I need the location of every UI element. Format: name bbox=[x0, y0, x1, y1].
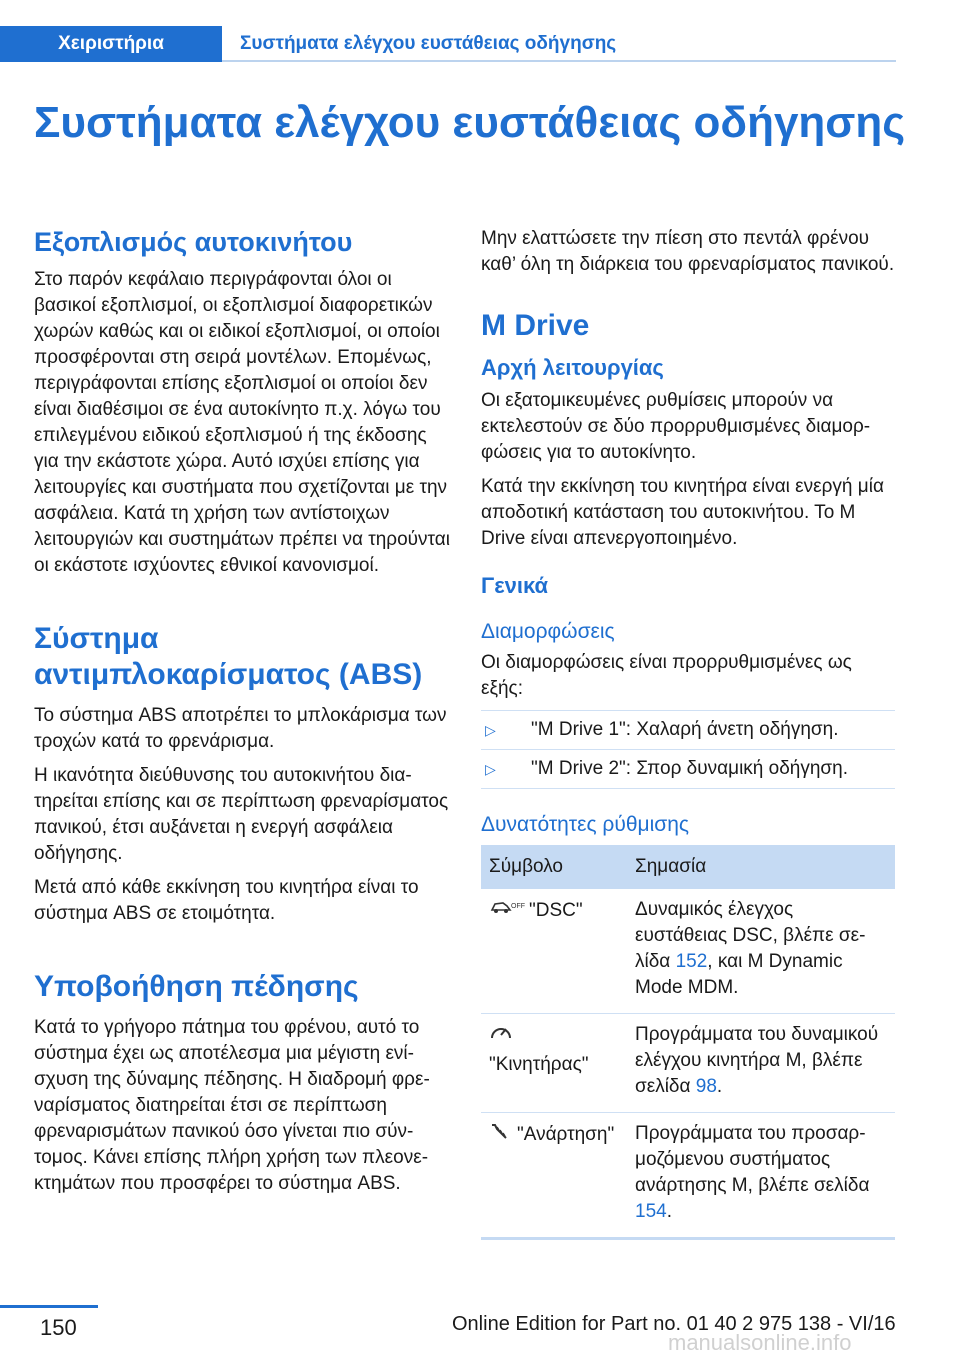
triangle-bullet-icon: ▷ bbox=[485, 722, 496, 738]
meaning-cell: Προγράμματα του προσαρμοζόμενου συστήματος ανάρτησης M, βλέπε σελίδα 154. bbox=[627, 1113, 895, 1239]
configurations-text: Οι διαμορφώσεις είναι προρρυθμισμένες ως εξής: bbox=[481, 652, 852, 699]
watermark: manualsonline.info bbox=[668, 1330, 852, 1355]
engine-label: "Κινητήρας" bbox=[489, 1054, 589, 1075]
panic-brake-text: Μην ελαττώσετε την πίεση στο πεντάλ φρένου καθ’ όλη τη διάρκεια του φρεναρίσματος πανικού. bbox=[481, 228, 895, 275]
suspension-icon bbox=[489, 1121, 511, 1149]
breadcrumb[interactable]: Συστήματα ελέγχου ευστάθειας οδήγησης bbox=[240, 33, 617, 54]
principle-paragraph-1: Οι εξατομικευμένες ρυθμίσεις μπορούν να εκτελεστούν σε δύο προρρυθμισμένες διαμορφώσεις για το αυτοκίνητο. bbox=[481, 390, 871, 463]
meaning-cell: Δυναμικός έλεγχος ευστάθειας DSC, βλέπε σελίδα 152, και M Dynamic Mode MDM. bbox=[627, 889, 895, 1014]
configurations-heading: Διαμορφώσεις bbox=[481, 620, 615, 643]
right-column bbox=[481, 226, 895, 1240]
configurations-list bbox=[481, 710, 895, 789]
symbol-cell bbox=[481, 1113, 627, 1239]
brake-assist-heading: Υποβοήθηση πέδησης bbox=[34, 970, 359, 1003]
meaning-cell: Προγράμματα του δυναμικού ελέγχου κινητήρα M, βλέπε σελίδα 98. bbox=[627, 1014, 895, 1113]
list-item: ▷ "M Drive 1": Χαλαρή άνετη οδήγηση. bbox=[481, 710, 895, 750]
principle-heading: Αρχή λειτουργίας bbox=[481, 355, 664, 380]
engine-gauge-icon bbox=[489, 1022, 619, 1052]
list-item: ▷ "M Drive 2": Σπορ δυναμική οδήγηση. bbox=[481, 750, 895, 789]
table-row bbox=[481, 889, 895, 1014]
symbol-cell bbox=[481, 889, 627, 1014]
table-row bbox=[481, 1014, 895, 1113]
options-table bbox=[481, 845, 895, 1240]
page-link[interactable]: 98 bbox=[695, 1076, 717, 1097]
edition-footer: Online Edition for Part no. 01 40 2 975 138 - VI/16 bbox=[452, 1313, 896, 1335]
symbol-cell bbox=[481, 1014, 627, 1113]
svg-text:OFF: OFF bbox=[511, 903, 525, 910]
page-link[interactable]: 154 bbox=[635, 1201, 667, 1222]
general-heading: Γενικά bbox=[481, 573, 549, 598]
options-heading: Δυνατότητες ρύθμισης bbox=[481, 813, 690, 836]
abs-heading: Σύστημα αντιμπλοκαρίσματος (ABS) bbox=[34, 622, 423, 691]
page-number-rule bbox=[0, 1305, 98, 1308]
principle-paragraph-2: Κατά την εκκίνηση του κινητήρα είναι ενεργή μία αποδοτική κατάσταση του αυτοκινήτου. Το M Drive είναι απενεργοποιημένο. bbox=[481, 476, 884, 549]
mdrive-heading: M Drive bbox=[481, 309, 590, 342]
table-row bbox=[481, 1113, 895, 1239]
table-header-row bbox=[481, 845, 895, 889]
page-title: Συστήματα ελέγχου ευστάθειας οδήγησης bbox=[34, 98, 906, 147]
brake-assist-text: Κατά το γρήγορο πάτημα του φρένου, αυτό το σύστημα έχει ως αποτέλεσμα μια μέγιστη ενίσχυση της δύναμης πέδησης. Η διαδρομή φρεναρίσματος διατηρείται έτσι σε περίπτωση φρεναρισμάτων πανικού όσο γίνεται πιο σύντομος. Κάνει επίσης πλήρη χρήση των πλεονεκτημάτων που προσφέρει το σύστημα ABS. bbox=[34, 1017, 430, 1194]
triangle-bullet-icon: ▷ bbox=[485, 761, 496, 777]
header-bar bbox=[0, 0, 960, 62]
column-header-meaning: Σημασία bbox=[627, 845, 895, 889]
header-divider bbox=[222, 60, 896, 62]
page-link[interactable]: 152 bbox=[675, 951, 708, 972]
dsc-label: "DSC" bbox=[529, 900, 583, 922]
equipment-heading: Εξοπλισμός αυτοκινήτου bbox=[34, 227, 353, 257]
dsc-off-icon bbox=[489, 897, 523, 925]
page-number: 150 bbox=[40, 1315, 77, 1340]
equipment-text: Στο παρόν κεφάλαιο περιγράφονται όλοι οι βασικοί εξοπλισμοί, οι εξοπλισμοί διαφορετικών χωρών καθώς και οι ειδικοί εξοπλισμοί, οι οποίοι προσφέρονται στη σειρά μοντέλων. Επομένως, περιγράφονται επίσης εξοπλισμοί οι οποίοι δεν είναι διαθέσιμοι σε ένα αυτοκίνητο π.χ. λόγω του επιλεγμένου ειδικού εξοπλισμού ή της έκδοσης για την εκάστοτε χώρα. Αυτό ισχύει επίσης για λειτουργίες και συστήματα που σχετίζονται με την ασφάλεια. Κατά τη χρήση των αντίστοιχων λειτουργιών και συστημάτων πρέπει να τηρούνται οι εκάστοτε ισχύοντες εθνικοί κανονισμοί. bbox=[34, 269, 450, 576]
left-column bbox=[34, 226, 452, 1205]
abs-paragraph-1: Το σύστημα ABS αποτρέπει το μπλοκάρισμα των τροχών κατά το φρενάρισμα. bbox=[34, 705, 447, 752]
suspension-label: "Ανάρτηση" bbox=[517, 1124, 615, 1146]
column-header-symbol: Σύμβολο bbox=[481, 845, 627, 889]
abs-paragraph-2: Η ικανότητα διεύθυνσης του αυτοκινήτου διατηρείται επίσης και σε περίπτωση φρεναρίσματος πανικού, έτσι αυξάνεται η ενεργή ασφάλεια οδήγησης. bbox=[34, 765, 449, 864]
section-tab[interactable]: Χειριστήρια bbox=[0, 26, 222, 62]
abs-paragraph-3: Μετά από κάθε εκκίνηση του κινητήρα είναι το σύστημα ABS σε ετοιμότητα. bbox=[34, 877, 419, 924]
